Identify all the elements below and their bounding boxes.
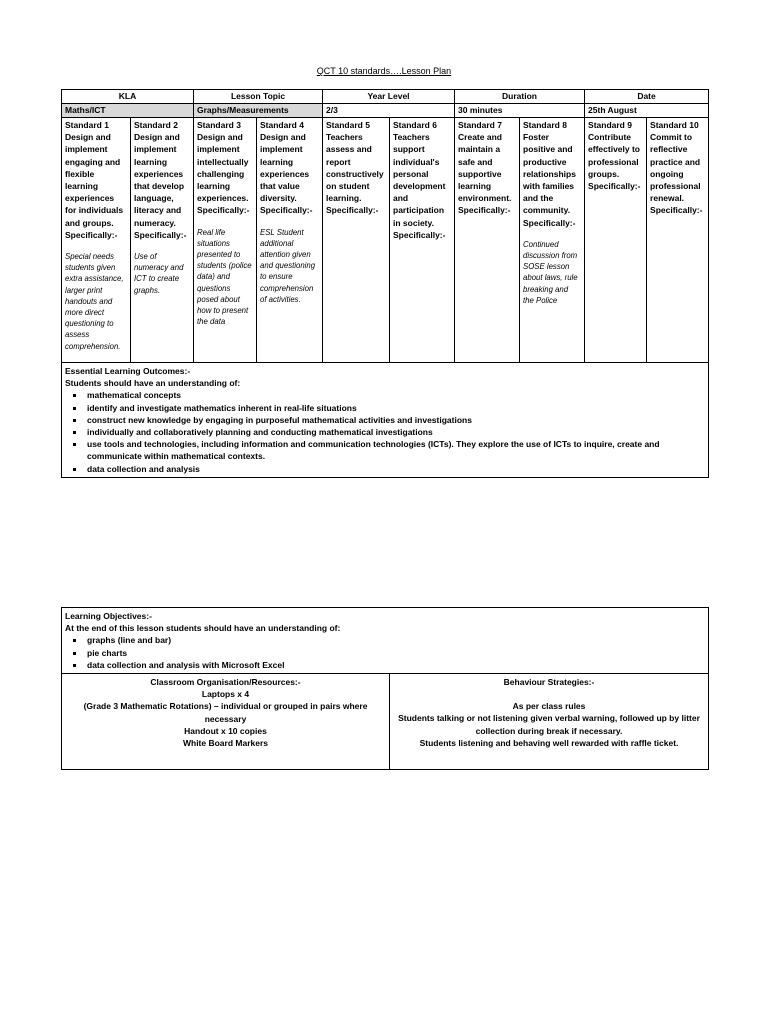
standard-note: Use of numeracy and ICT to create graphs.: [134, 252, 184, 295]
year-level-label: Year Level: [323, 90, 455, 104]
list-item: ▪ data collection and analysis: [85, 463, 705, 475]
standard-body: Foster positive and productive relationships with families and the community. Specifically:-: [523, 132, 576, 228]
objectives-intro: At the end of this lesson students should have an understanding of:: [65, 623, 341, 634]
list-item: ▪ use tools and technologies, including information and communication technologies (ICTs). They explore the use of ICTs to inquire, create and communicate within mathematical contexts.: [85, 438, 705, 462]
page-title: QCT 10 standards….Lesson Plan: [316, 66, 452, 76]
standard-heading: Standard 1: [65, 120, 109, 130]
standard-heading: Standard 7: [458, 120, 502, 130]
standard-note: Continued discussion from SOSE lesson about laws, rule breaking and the Police: [523, 239, 578, 305]
duration-value: 30 minutes: [455, 104, 585, 118]
outcomes-heading: Essential Learning Outcomes:-: [65, 366, 191, 376]
behaviour-strategies: [390, 674, 709, 770]
date-label: Date: [585, 90, 709, 104]
standard-body: Design and implement learning experiences that value diversity. Specifically:-: [260, 132, 313, 216]
standard-heading: Standard 10: [650, 120, 699, 130]
standard-body: Contribute effectively to professional groups. Specifically:-: [588, 132, 641, 192]
header-row: [62, 90, 709, 104]
objectives-list: [65, 634, 705, 671]
standard-note: ESL Student additional attention given and questioning to ensure comprehension of activities.: [260, 227, 316, 304]
year-level-value: 2/3: [323, 104, 455, 118]
standard-heading: Standard 4: [260, 120, 304, 130]
standards-row: [62, 118, 709, 363]
standard-2-cell: [131, 118, 194, 363]
learning-objectives: [62, 608, 709, 674]
behaviour-line: Students talking or not listening given verbal warning, followed up by litter collection during break if necessary.: [398, 713, 700, 736]
standard-body: Teachers support individual's personal development and participation in society. Specifically:-: [393, 132, 446, 240]
standard-heading: Standard 3: [197, 120, 241, 130]
list-item: ▪ identify and investigate mathematics inherent in real-life situations: [85, 402, 705, 414]
resource-line: Handout x 10 copies: [184, 725, 267, 736]
standard-7-cell: [455, 118, 520, 363]
list-item: ▪ individually and collaboratively planning and conducting mathematical investigations: [85, 426, 705, 438]
outcomes-row: [62, 363, 709, 478]
standard-4-cell: [257, 118, 323, 363]
list-item: ▪ data collection and analysis with Microsoft Excel: [85, 659, 705, 671]
behaviour-heading: Behaviour Strategies:-: [503, 677, 595, 688]
kla-label: KLA: [62, 90, 194, 104]
standard-6-cell: [390, 118, 455, 363]
behaviour-line: As per class rules: [512, 701, 586, 712]
outcomes-intro: Students should have an understanding of:: [65, 378, 241, 389]
standard-9-cell: [585, 118, 647, 363]
standard-heading: Standard 5: [326, 120, 370, 130]
info-row: [62, 104, 709, 118]
list-item: ▪ mathematical concepts: [85, 389, 705, 401]
standard-heading: Standard 8: [523, 120, 567, 130]
standard-body: Teachers assess and report constructively on student learning. Specifically:-: [326, 132, 384, 216]
lesson-plan-table: [61, 89, 709, 478]
standard-body: Commit to reflective practice and ongoing professional renewal. Specifically:-: [650, 132, 703, 216]
kla-value: Maths/ICT: [62, 104, 194, 118]
date-value: 25th August: [585, 104, 709, 118]
objectives-heading: Learning Objectives:-: [65, 611, 152, 621]
standard-1-cell: [62, 118, 131, 363]
list-item: ▪ pie charts: [85, 647, 705, 659]
standard-body: Design and implement learning experiences that develop language, literacy and numeracy. Specifically:-: [134, 132, 187, 240]
outcomes-list: [65, 389, 705, 474]
standard-body: Design and implement intellectually challenging learning experiences. Specifically:-: [197, 132, 250, 216]
standard-8-cell: [520, 118, 585, 363]
standard-heading: Standard 9: [588, 120, 632, 130]
resource-line: (Grade 3 Mathematic Rotations) – individual or grouped in pairs where necessary: [83, 701, 368, 724]
lesson-topic-value: Graphs/Measurements: [194, 104, 323, 118]
standard-heading: Standard 6: [393, 120, 437, 130]
standard-3-cell: [194, 118, 257, 363]
list-item: ▪ construct new knowledge by engaging in purposeful mathematical activities and investigations: [85, 414, 705, 426]
lesson-topic-label: Lesson Topic: [194, 90, 323, 104]
resources-behaviour-row: [62, 674, 709, 770]
list-item: ▪ graphs (line and bar): [85, 634, 705, 646]
resource-line: White Board Markers: [182, 738, 269, 749]
standard-5-cell: [323, 118, 390, 363]
standard-note: Real life situations presented to students (police data) and questions posed about how to present the data: [197, 227, 252, 327]
standard-note: Special needs students given extra assistance, larger print handouts and more direct questioning to assess comprehension.: [65, 252, 124, 351]
duration-label: Duration: [455, 90, 585, 104]
standard-body: Create and maintain a safe and supportive learning environment. Specifically:-: [458, 132, 512, 216]
classroom-resources: [62, 674, 390, 770]
resources-heading: Classroom Organisation/Resources:-: [150, 677, 301, 688]
standard-body: Design and implement engaging and flexible learning experiences for individuals and groups. Specifically:-: [65, 132, 124, 240]
behaviour-line: Students listening and behaving well rewarded with raffle ticket.: [419, 737, 679, 748]
resource-line: Laptops x 4: [201, 689, 250, 700]
objectives-table: [61, 607, 709, 770]
standard-10-cell: [647, 118, 709, 363]
essential-learning-outcomes: [62, 363, 709, 478]
standard-heading: Standard 2: [134, 120, 178, 130]
objectives-row: [62, 608, 709, 674]
